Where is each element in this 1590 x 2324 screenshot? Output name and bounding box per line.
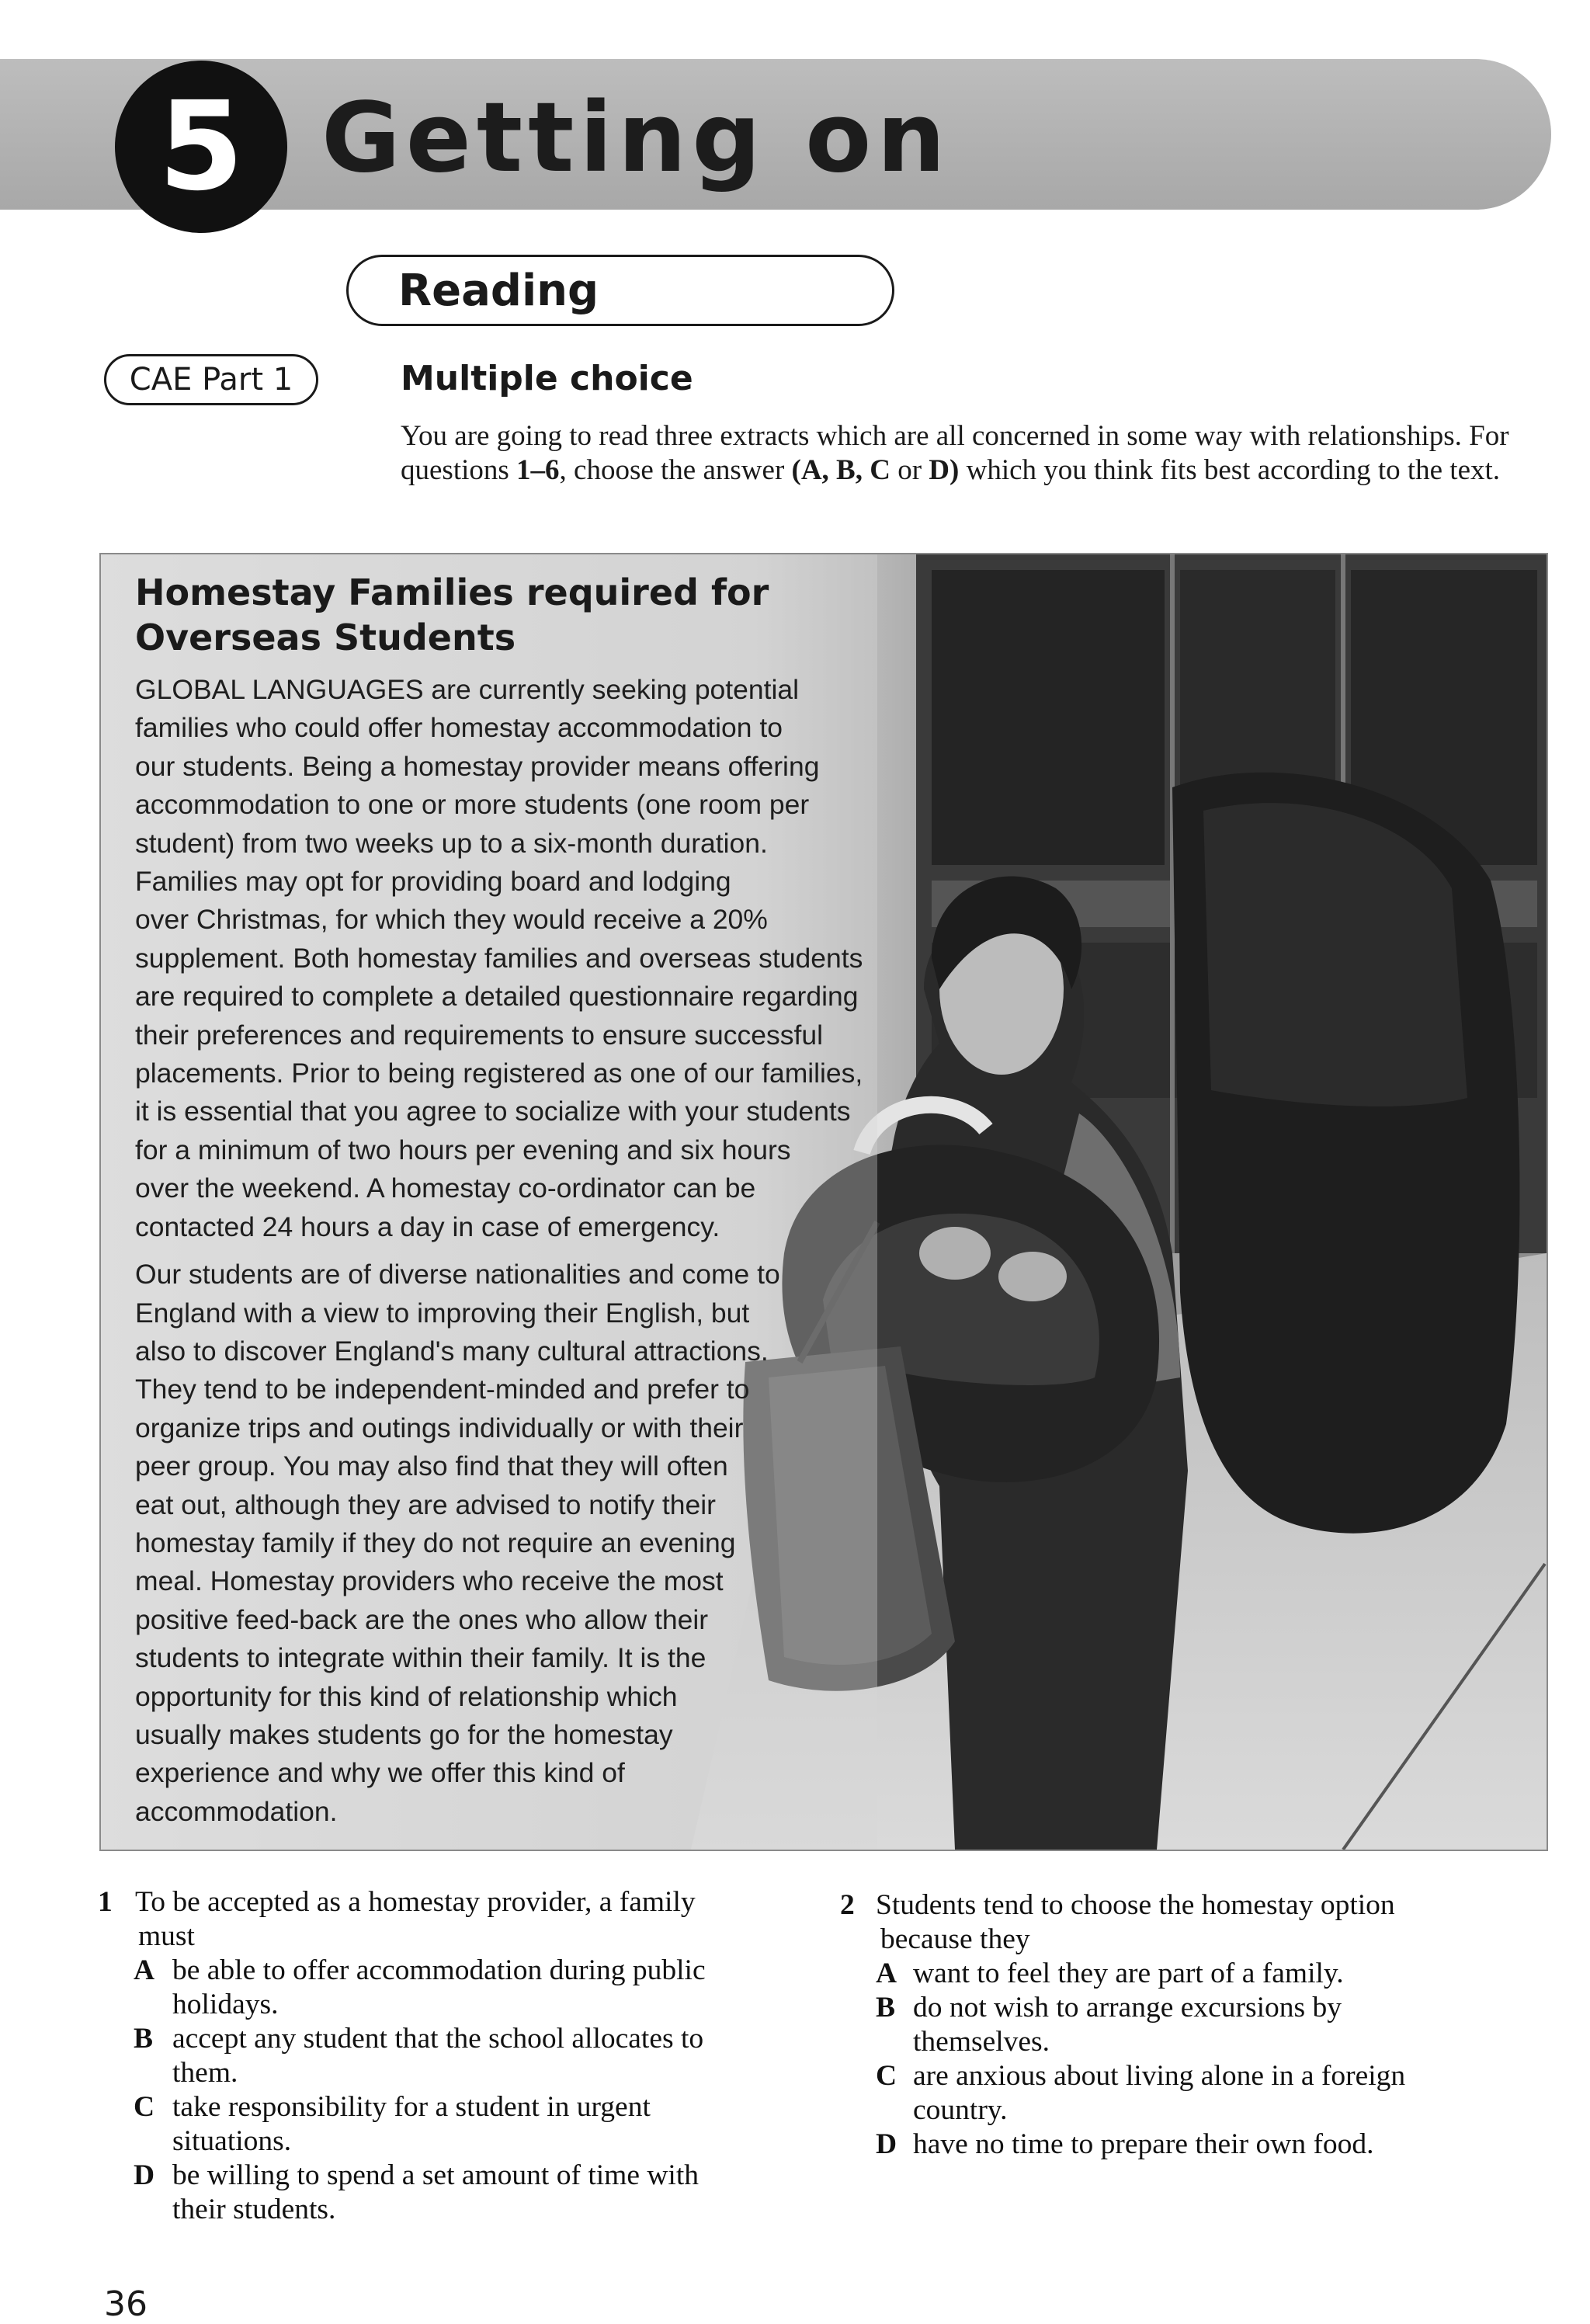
instructions-text: or — [890, 454, 929, 486]
option-text[interactable]: their students. — [172, 2194, 336, 2225]
text-line: are required to complete a detailed questionnaire regarding — [135, 981, 859, 1013]
article-title-line: Overseas Students — [135, 617, 516, 658]
article-title-line: Homestay Families required for — [135, 571, 769, 613]
text-line: it is essential that you agree to socialize with your students — [135, 1096, 851, 1127]
instructions-text: which you think fits best according to the text. — [959, 454, 1501, 486]
paragraph-gap — [135, 1246, 863, 1256]
article-title — [135, 570, 958, 660]
option-letter[interactable]: C — [876, 2060, 897, 2092]
option-text[interactable]: situations. — [172, 2125, 292, 2157]
text-line: students to integrate within their family. It is the — [135, 1642, 706, 1674]
text-line: experience and why we offer this kind of — [135, 1757, 625, 1789]
option-letter[interactable]: A — [876, 1958, 897, 1989]
article-paragraph-2 — [135, 1256, 863, 1831]
text-line: their preferences and requirements to ensure successful — [135, 1019, 823, 1051]
text-line: student) from two weeks up to a six-month duration. — [135, 827, 768, 859]
exam-part-label: CAE Part 1 — [129, 362, 293, 398]
option-text[interactable]: holidays. — [172, 1989, 279, 2020]
option-text[interactable]: country. — [913, 2094, 1008, 2126]
text-line: over the weekend. A homestay co-ordinator can be — [135, 1172, 756, 1204]
text-line: meal. Homestay providers who receive the most — [135, 1565, 724, 1597]
section-pill-label: Reading — [398, 265, 599, 316]
text-line: England with a view to improving their English, but — [135, 1297, 750, 1329]
option-text[interactable]: be able to offer accommodation during public — [172, 1954, 706, 1986]
article-body — [135, 671, 863, 1831]
unit-number-badge: 5 — [115, 61, 287, 233]
unit-title: Getting on — [321, 82, 951, 194]
exam-part-pill — [104, 354, 318, 405]
section-pill-reading — [346, 255, 894, 326]
option-text[interactable]: take responsibility for a student in urgent — [172, 2091, 651, 2123]
instructions-options: (A, B, C — [791, 454, 890, 486]
task-title: Multiple choice — [401, 359, 693, 398]
question-stem: because they — [880, 1923, 1030, 1955]
text-line: positive feed-back are the ones who allow their — [135, 1603, 709, 1635]
question-stem: To be accepted as a homestay provider, a family — [135, 1886, 696, 1918]
option-letter[interactable]: D — [134, 2159, 155, 2191]
text-line: contacted 24 hours a day in case of emergency. — [135, 1211, 720, 1242]
text-line: eat out, although they are advised to notify their — [135, 1489, 716, 1520]
question-stem: must — [138, 1920, 195, 1952]
text-line: usually makes students go for the homestay — [135, 1718, 673, 1750]
question-number: 1 — [98, 1886, 113, 1918]
option-letter[interactable]: D — [876, 2128, 897, 2160]
option-letter[interactable]: A — [134, 1954, 155, 1986]
text-line: over Christmas, for which they would receive a 20% — [135, 904, 768, 936]
page-number: 36 — [104, 2284, 148, 2324]
question-stem: Students tend to choose the homestay option — [876, 1889, 1395, 1921]
instructions-option-d: D) — [929, 454, 960, 486]
instructions-text: , choose the answer — [559, 454, 792, 486]
task-instructions — [401, 419, 1511, 488]
text-line: for a minimum of two hours per evening and six hours — [135, 1134, 791, 1165]
text-line: our students. Being a homestay provider means offering — [135, 750, 820, 782]
instructions-question-range: 1–6 — [516, 454, 560, 486]
text-line: opportunity for this kind of relationship which — [135, 1680, 678, 1712]
text-line: placements. Prior to being registered as one of our families, — [135, 1058, 863, 1089]
text-line: Families may opt for providing board and lodging — [135, 866, 731, 898]
option-text[interactable]: them. — [172, 2057, 238, 2089]
text-line: GLOBAL LANGUAGES are currently seeking potential — [135, 674, 800, 705]
text-line: homestay family if they do not require an evening — [135, 1527, 736, 1558]
option-text[interactable]: are anxious about living alone in a foreign — [913, 2060, 1406, 2092]
option-letter[interactable]: B — [876, 1992, 896, 2024]
text-line: supplement. Both homestay families and overseas students — [135, 942, 863, 974]
option-text[interactable]: do not wish to arrange excursions by — [913, 1992, 1342, 2024]
text-line: accommodation. — [135, 1795, 338, 1827]
instructions-text: You are going to read three extracts which are all concerned in some way with relationships. For questions — [401, 420, 1509, 486]
text-line: organize trips and outings individually or with their — [135, 1412, 744, 1443]
text-line: families who could offer homestay accommodation to — [135, 712, 783, 744]
option-letter[interactable]: B — [134, 2023, 154, 2055]
option-letter[interactable]: C — [134, 2091, 155, 2123]
option-text[interactable]: have no time to prepare their own food. — [913, 2128, 1374, 2160]
option-text[interactable]: accept any student that the school allocates to — [172, 2023, 704, 2055]
text-line: peer group. You may also find that they will often — [135, 1450, 728, 1482]
option-text[interactable]: be willing to spend a set amount of time with — [172, 2159, 700, 2191]
question-number: 2 — [840, 1889, 855, 1921]
text-line: Our students are of diverse nationalities and come to — [135, 1259, 780, 1291]
option-text[interactable]: want to feel they are part of a family. — [913, 1958, 1344, 1989]
article-panel — [99, 553, 1548, 1851]
text-line: They tend to be independent-minded and prefer to — [135, 1374, 750, 1405]
text-line: accommodation to one or more students (one room per — [135, 789, 810, 821]
article-paragraph-1 — [135, 671, 863, 1246]
option-text[interactable]: themselves. — [913, 2026, 1050, 2058]
text-line: also to discover England's many cultural attractions. — [135, 1335, 769, 1367]
